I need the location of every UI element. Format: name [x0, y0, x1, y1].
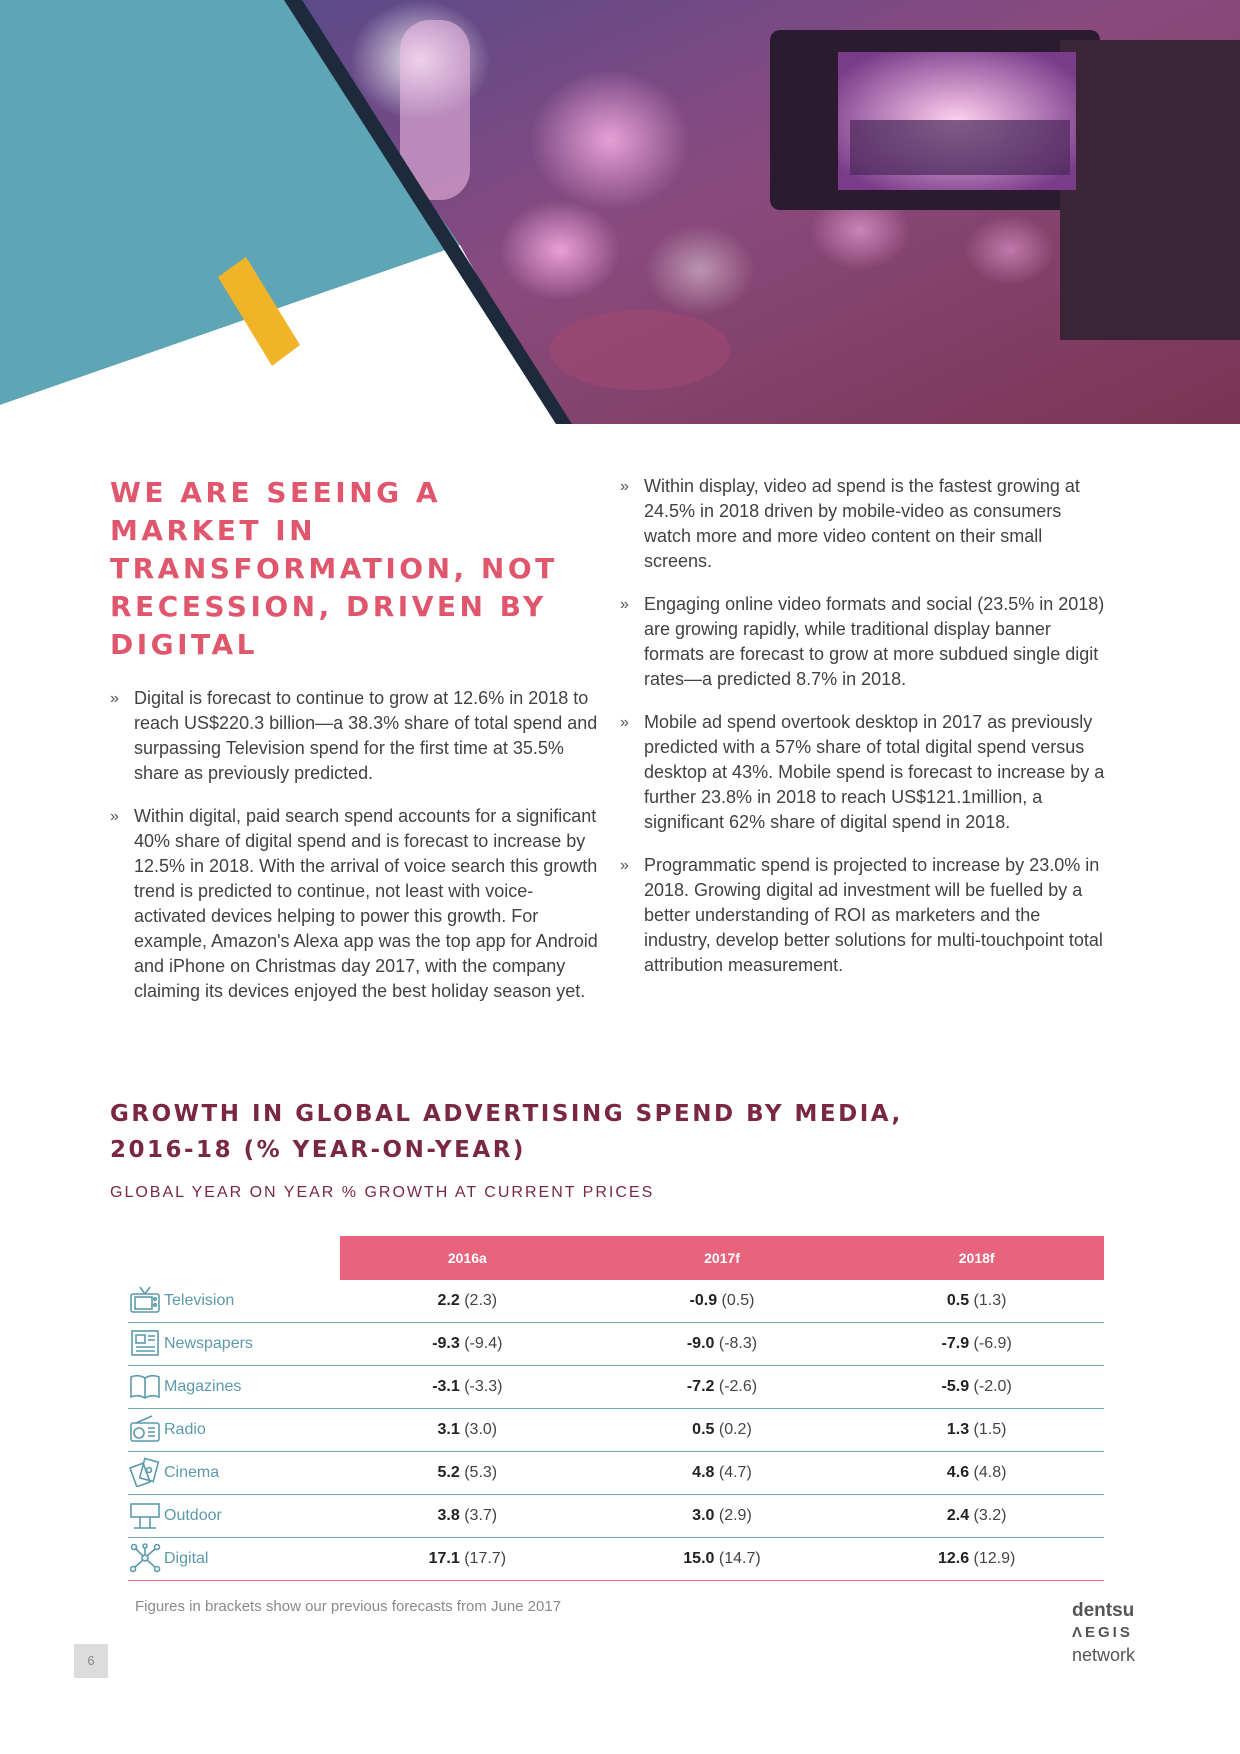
current-forecast-value: 3.0: [692, 1507, 715, 1524]
bullet-text: Mobile ad spend overtook desktop in 2017 as previously predicted with a 57% share of total digital spend versus desktop at 43%. Mobile spend is forecast to increase by a further 23.8% in 2018 to reach US$121.1million, a significant 62% share of digital spend in 2018.: [644, 712, 1105, 832]
table-row: [128, 1366, 1104, 1409]
column-header: 2016a: [340, 1236, 595, 1280]
list-item: [110, 686, 600, 786]
value-cell: [595, 1538, 850, 1581]
previous-forecast-value: (-2.6): [718, 1378, 758, 1395]
previous-forecast-value: (-6.9): [973, 1335, 1012, 1352]
current-forecast-value: 5.2: [437, 1464, 460, 1481]
previous-forecast-value: (4.8): [973, 1464, 1007, 1481]
value-cell: [340, 1538, 595, 1581]
previous-forecast-value: (1.5): [973, 1421, 1007, 1438]
current-forecast-value: 12.6: [937, 1550, 970, 1567]
book-icon: [128, 1371, 162, 1403]
value-cell: [340, 1323, 595, 1366]
dentsu-aegis-logo: [1072, 1600, 1162, 1666]
value-cell: [849, 1366, 1104, 1409]
table-row: [128, 1538, 1104, 1581]
previous-forecast-value: (-2.0): [973, 1378, 1012, 1395]
current-forecast-value: 0.5: [692, 1421, 715, 1438]
value-cell: [595, 1409, 850, 1452]
media-label: Cinema: [164, 1464, 220, 1481]
column-header: 2018f: [849, 1236, 1104, 1280]
bullet-text: Programmatic spend is projected to increase by 23.0% in 2018. Growing digital ad investment will be fuelled by a better understanding of ROI as marketers and the industry, develop better solutions for multi-touchpoint total attribution measurement.: [644, 855, 1103, 975]
current-forecast-value: -5.9: [941, 1378, 970, 1395]
current-forecast-value: -9.0: [686, 1335, 715, 1352]
current-forecast-value: 15.0: [683, 1550, 715, 1567]
value-cell: [595, 1323, 850, 1366]
current-forecast-value: -7.2: [686, 1378, 715, 1395]
value-cell: [849, 1280, 1104, 1323]
hero-photo-concert-camera: [0, 0, 1240, 424]
value-cell: [849, 1323, 1104, 1366]
previous-forecast-value: (-3.3): [464, 1378, 503, 1395]
previous-forecast-value: (5.3): [464, 1464, 498, 1481]
bullet-text: Engaging online video formats and social (23.5% in 2018) are growing rapidly, while traditional display banner formats are forecast to grow at more subdued single digit rates—a predicted 8.7% in 2018.: [644, 594, 1105, 689]
previous-forecast-value: (3.7): [464, 1507, 498, 1524]
value-cell: [595, 1452, 850, 1495]
table-row: [128, 1323, 1104, 1366]
radio-icon: [128, 1414, 162, 1446]
value-cell: [340, 1495, 595, 1538]
table-row: [128, 1495, 1104, 1538]
media-label: Radio: [164, 1421, 206, 1438]
headline: WE ARE SEEING A MARKET IN TRANSFORMATION, NOT RECESSION, DRIVEN BY DIGITAL: [110, 476, 558, 661]
current-forecast-value: 2.2: [437, 1292, 460, 1309]
list-item: [620, 853, 1110, 978]
current-forecast-value: 2.4: [946, 1507, 970, 1524]
previous-forecast-value: (-9.4): [464, 1335, 503, 1352]
billboard-icon: [128, 1500, 162, 1532]
value-cell: [595, 1366, 850, 1409]
current-forecast-value: 1.3: [946, 1421, 970, 1438]
bullet-marker: »: [620, 596, 629, 613]
current-forecast-value: -3.1: [432, 1378, 460, 1395]
media-label: Magazines: [164, 1378, 242, 1395]
current-forecast-value: 17.1: [428, 1550, 460, 1567]
table-row: [128, 1452, 1104, 1495]
value-cell: [595, 1495, 850, 1538]
column-header: 2017f: [595, 1236, 850, 1280]
value-cell: [849, 1452, 1104, 1495]
page-number: 6: [74, 1644, 108, 1678]
value-cell: [849, 1495, 1104, 1538]
previous-forecast-value: (17.7): [464, 1550, 507, 1567]
media-label: Outdoor: [164, 1507, 222, 1524]
previous-forecast-value: (0.2): [718, 1421, 752, 1438]
list-item: [620, 474, 1110, 574]
bullet-marker: »: [110, 808, 119, 825]
current-forecast-value: -9.3: [432, 1335, 460, 1352]
table-row: [128, 1409, 1104, 1452]
media-label: Newspapers: [164, 1335, 253, 1352]
value-cell: [340, 1280, 595, 1323]
bullet-text: Within display, video ad spend is the fastest growing at 24.5% in 2018 driven by mobile-video as consumers watch more and more video content on their small screens.: [644, 476, 1080, 571]
section-subtitle: GLOBAL YEAR ON YEAR % GROWTH AT CURRENT PRICES: [110, 1184, 655, 1201]
bullet-marker: »: [620, 857, 629, 874]
current-forecast-value: 3.1: [437, 1421, 460, 1438]
current-forecast-value: 4.6: [946, 1464, 970, 1481]
right-bullet-list: [620, 474, 1110, 978]
value-cell: [849, 1409, 1104, 1452]
table-header-row: [128, 1236, 1104, 1280]
previous-forecast-value: (2.9): [718, 1507, 752, 1524]
current-forecast-value: -0.9: [689, 1292, 718, 1309]
media-cell: [128, 1452, 340, 1495]
bullet-marker: »: [110, 690, 119, 707]
previous-forecast-value: (4.7): [718, 1464, 752, 1481]
list-item: [620, 710, 1110, 835]
previous-forecast-value: (3.2): [973, 1507, 1007, 1524]
value-cell: [340, 1409, 595, 1452]
media-cell: [128, 1366, 340, 1409]
list-item: [620, 592, 1110, 692]
logo-line-1: dentsu: [1072, 1600, 1135, 1621]
media-cell: [128, 1495, 340, 1538]
section-title-line-2: 2016-18 (% YEAR-ON-YEAR): [110, 1137, 526, 1163]
value-cell: [595, 1280, 850, 1323]
logo-line-3: network: [1072, 1645, 1136, 1665]
cinema-tickets-icon: [128, 1457, 162, 1489]
network-icon: [128, 1543, 162, 1575]
previous-forecast-value: (0.5): [721, 1292, 755, 1309]
logo-line-2: ΛEGIS: [1072, 1624, 1133, 1641]
value-cell: [849, 1538, 1104, 1581]
left-bullet-list: [110, 686, 600, 1004]
list-item: [110, 804, 600, 1004]
bullet-text: Within digital, paid search spend accounts for a significant 40% share of digital spend and is forecast to increase by 12.5% in 2018. With the arrival of voice search this growth trend is predicted to continue, not least with voice-activated devices helping to power this growth. For example, Amazon's Alexa app was the top app for Android and iPhone on Christmas day 2017, with the company claiming its devices enjoyed the best holiday season yet.: [134, 806, 598, 1001]
right-column: [620, 474, 1110, 996]
table-row: [128, 1280, 1104, 1323]
current-forecast-value: 4.8: [692, 1464, 715, 1481]
newspaper-icon: [128, 1328, 162, 1360]
left-column: [110, 474, 600, 1022]
previous-forecast-value: (3.0): [464, 1421, 498, 1438]
media-cell: [128, 1323, 340, 1366]
media-cell: [128, 1280, 340, 1323]
media-cell: [128, 1538, 340, 1581]
header-blank-cell: [128, 1236, 340, 1280]
section-title: [110, 1096, 1010, 1168]
bullet-marker: »: [620, 478, 629, 495]
current-forecast-value: -7.9: [941, 1335, 970, 1352]
previous-forecast-value: (14.7): [718, 1550, 761, 1567]
footnote: Figures in brackets show our previous forecasts from June 2017: [135, 1598, 562, 1615]
previous-forecast-value: (2.3): [464, 1292, 498, 1309]
previous-forecast-value: (-8.3): [718, 1335, 758, 1352]
bullet-text: Digital is forecast to continue to grow at 12.6% in 2018 to reach US$220.3 billion—a 38.3% share of total spend and surpassing Television spend for the first time at 35.5% share as previously predicted.: [134, 688, 598, 783]
current-forecast-value: 0.5: [946, 1292, 970, 1309]
current-forecast-value: 3.8: [437, 1507, 460, 1524]
hero-banner: [0, 0, 1240, 424]
previous-forecast-value: (12.9): [973, 1550, 1016, 1567]
media-label: Digital: [164, 1550, 209, 1567]
media-growth-table: [128, 1236, 1104, 1581]
value-cell: [340, 1366, 595, 1409]
media-cell: [128, 1409, 340, 1452]
value-cell: [340, 1452, 595, 1495]
media-label: Television: [164, 1292, 235, 1309]
television-icon: [128, 1285, 162, 1317]
section-title-line-1: GROWTH IN GLOBAL ADVERTISING SPEND BY MEDIA,: [110, 1101, 903, 1127]
bullet-marker: »: [620, 714, 629, 731]
previous-forecast-value: (1.3): [973, 1292, 1007, 1309]
